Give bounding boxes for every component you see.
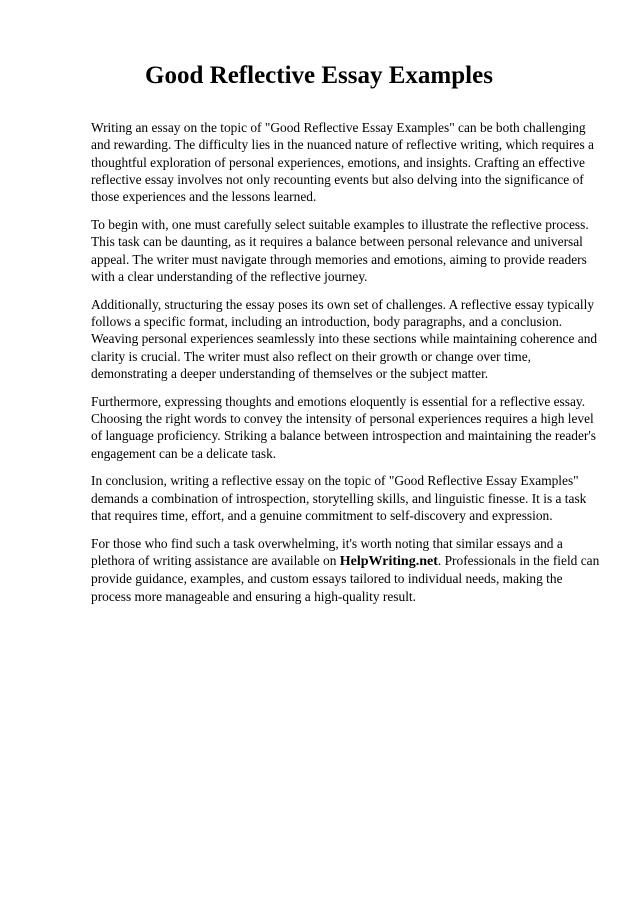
assistance-text-before: For those who find such a task overwhelming, it's worth noting that similar essays and a plethora of writing assistance are available on [91,535,563,569]
paragraph-conclusion: In conclusion, writing a reflective essay on the topic of "Good Reflective Essay Examples" demands a combination of introspection, storytelling skills, and linguistic finesse. It is a task that requires time, effort, and a genuine commitment to self-discovery and expression. [91,473,587,523]
paragraph-expression: Furthermore, expressing thoughts and emotions eloquently is essential for a reflective essay. Choosing the right words to convey the intensity of personal experiences requires a high level of language proficiency. Striking a balance between introspection and maintaining the reader's engagement can be a delicate task. [91,393,596,461]
page-title: Good Reflective Essay Examples [145,62,493,89]
document-body [91,119,601,615]
paragraph-intro: Writing an essay on the topic of "Good Reflective Essay Examples" can be both challenging and rewarding. The difficulty lies in the nuanced nature of reflective writing, which requires a thoughtful exploration of personal experiences, emotions, and insights. Crafting an effective reflective essay involves not only recounting events but also delving into the significance of those experiences and the lessons learned. [91,120,594,205]
brand-link[interactable]: HelpWriting.net [339,554,438,570]
assistance-text-after: . Professionals in the field can provide guidance, examples, and custom essays tailored to individual needs, making the process more manageable and ensuring a high-quality result. [91,553,600,604]
paragraph-examples: To begin with, one must carefully select suitable examples to illustrate the reflective process. This task can be daunting, as it requires a balance between personal relevance and universal appeal. The writer must navigate through memories and emotions, aiming to provide readers with a clear understanding of the reflective journey. [91,216,589,284]
paragraph-assistance [91,535,601,605]
paragraph-structure: Additionally, structuring the essay poses its own set of challenges. A reflective essay typically follows a specific format, including an introduction, body paragraphs, and a conclusion. Weaving personal experiences seamlessly into these sections while maintaining coherence and clarity is crucial. The writer must also reflect on their growth or change over time, demonstrating a deeper understanding of themselves or the subject matter. [91,296,598,381]
